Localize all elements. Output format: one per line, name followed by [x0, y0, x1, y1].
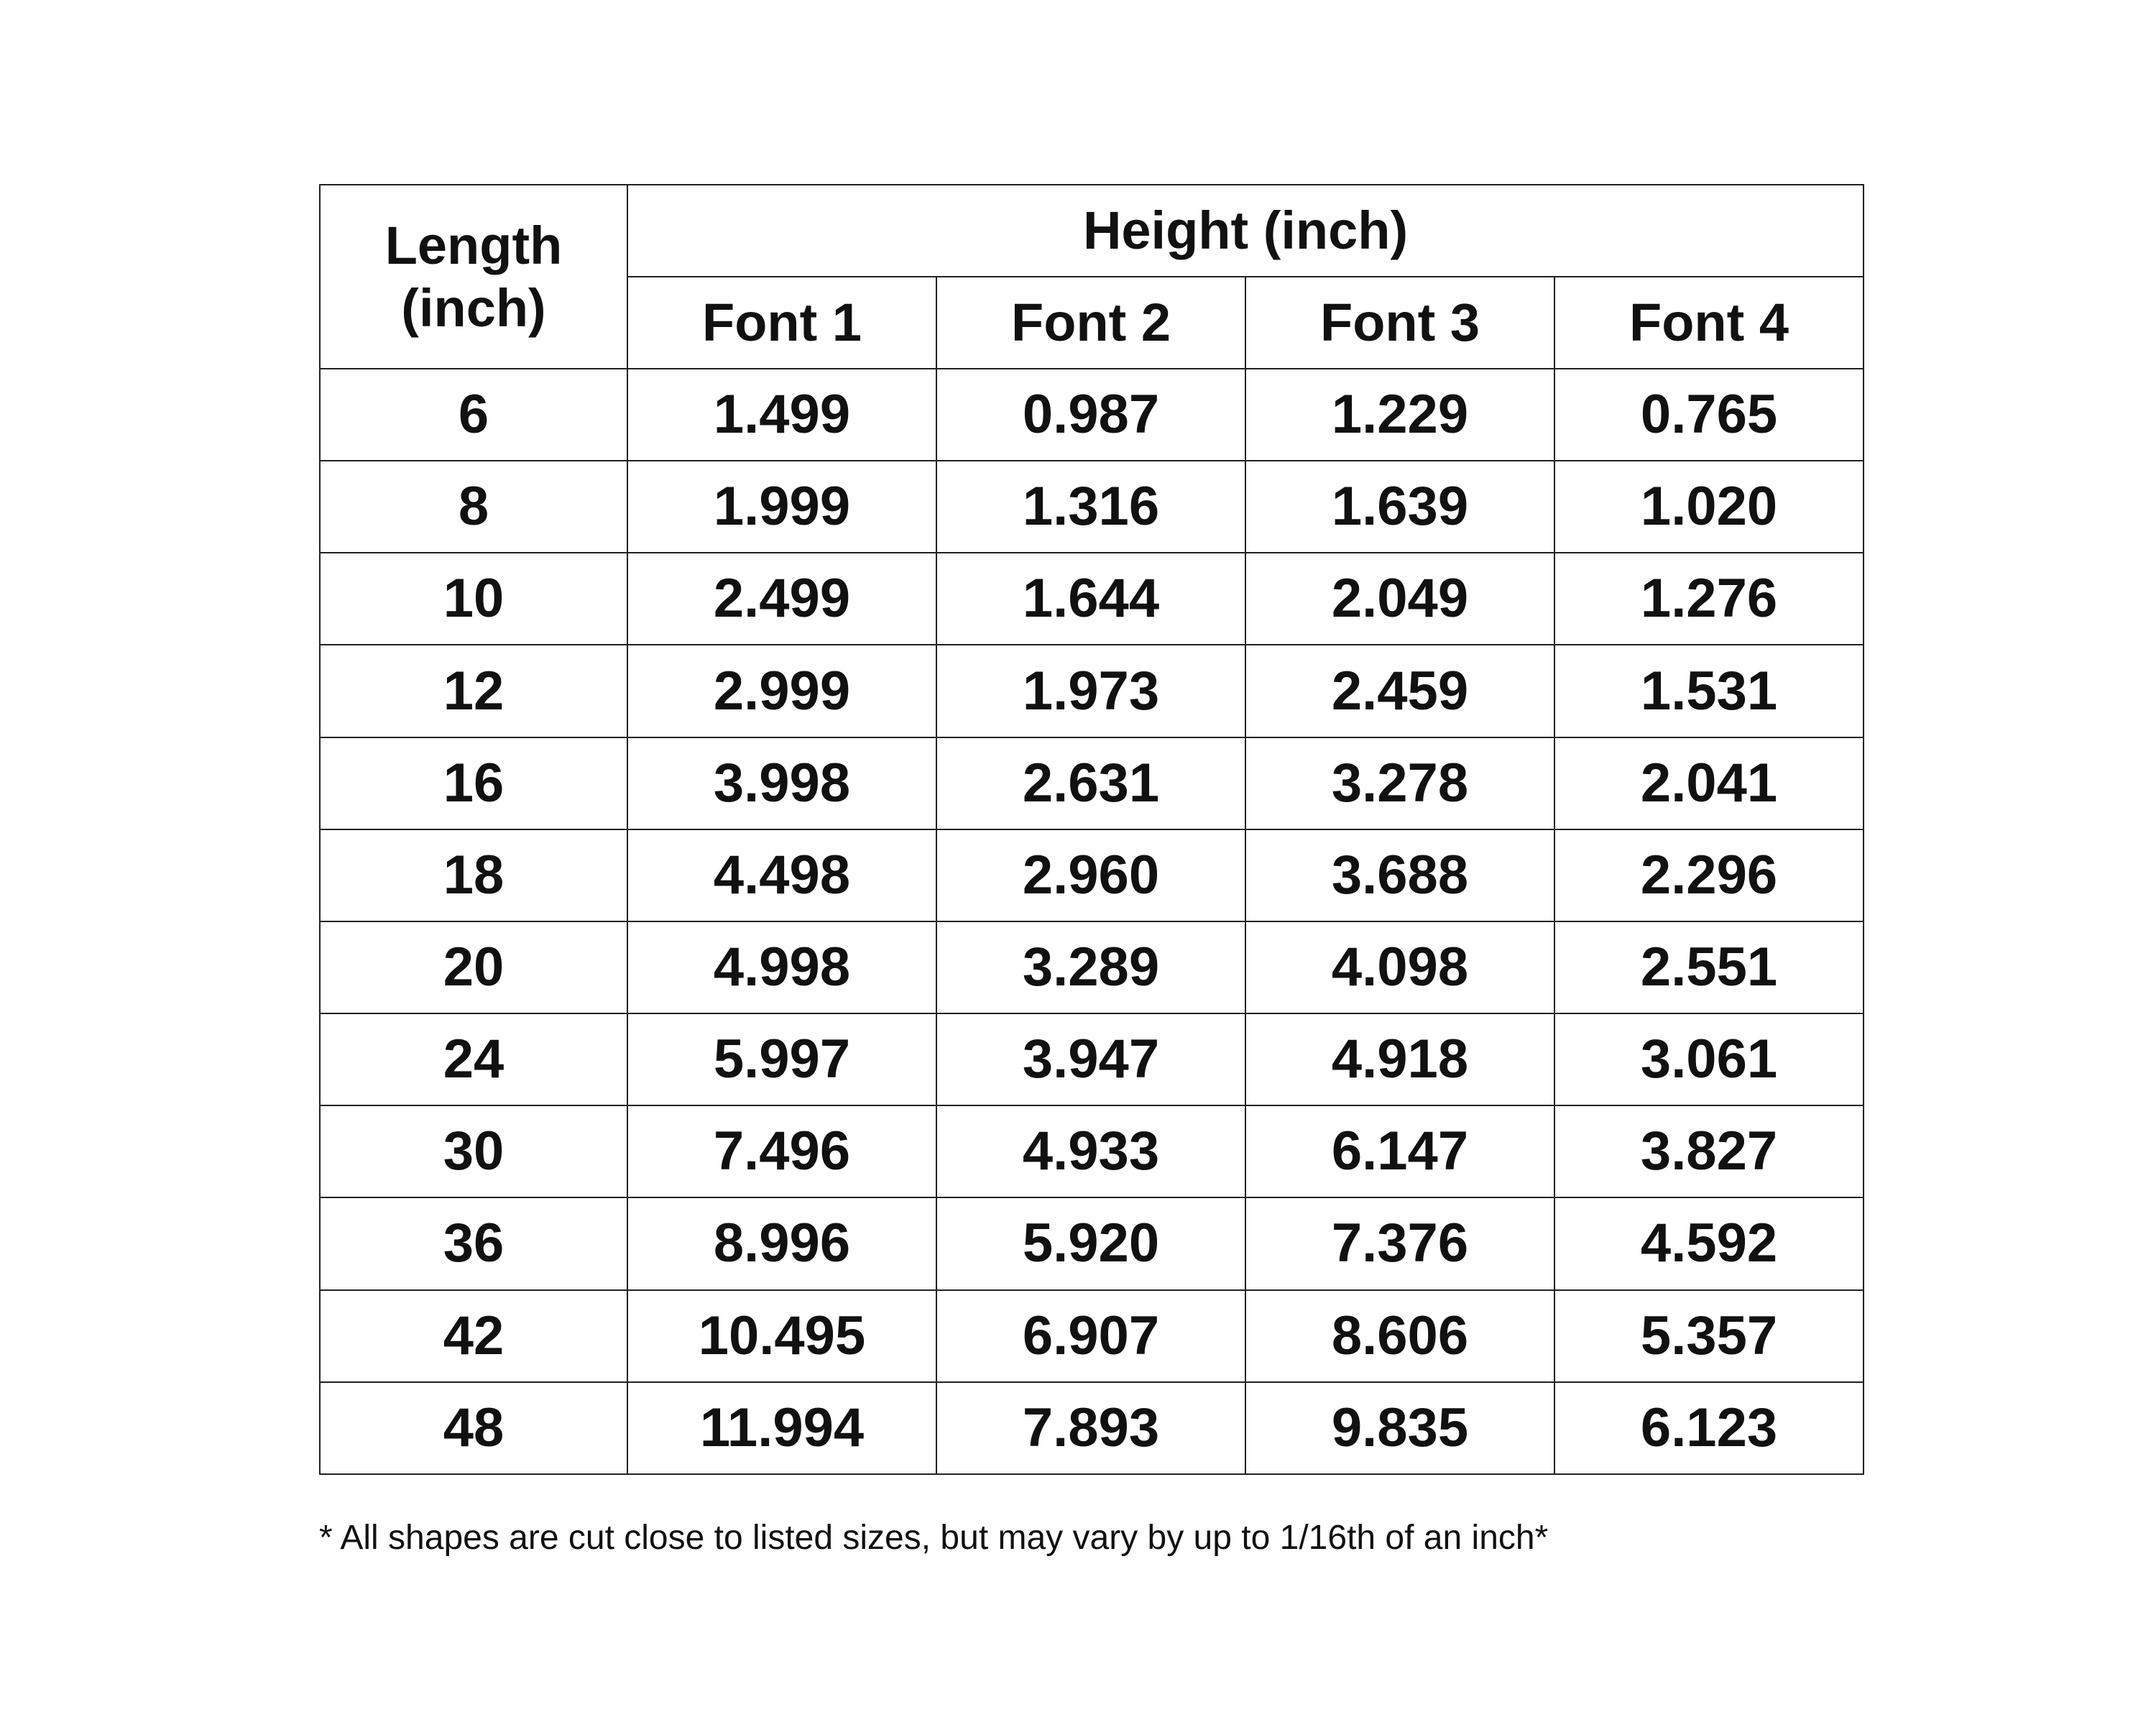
height-cell-font-4: 1.276	[1554, 553, 1864, 645]
height-cell-font-2: 3.289	[936, 921, 1245, 1013]
length-cell: 48	[320, 1382, 627, 1474]
height-cell-font-1: 8.996	[627, 1197, 936, 1289]
height-cell-font-3: 4.918	[1245, 1013, 1554, 1105]
height-cell-font-1: 1.999	[627, 461, 936, 553]
height-cell-font-2: 1.973	[936, 645, 1245, 737]
table-row	[320, 1197, 1864, 1289]
height-cell-font-4: 3.061	[1554, 1013, 1864, 1105]
length-cell: 18	[320, 829, 627, 921]
height-cell-font-3: 7.376	[1245, 1197, 1554, 1289]
table-row	[320, 645, 1864, 737]
height-cell-font-3: 3.278	[1245, 737, 1554, 829]
length-cell: 16	[320, 737, 627, 829]
length-cell: 10	[320, 553, 627, 645]
height-cell-font-2: 4.933	[936, 1105, 1245, 1197]
font-2-header: Font 2	[936, 277, 1245, 369]
height-cell-font-2: 5.920	[936, 1197, 1245, 1289]
height-cell-font-4: 1.020	[1554, 461, 1864, 553]
table-row	[320, 1382, 1864, 1474]
height-cell-font-1: 3.998	[627, 737, 936, 829]
height-cell-font-3: 9.835	[1245, 1382, 1554, 1474]
height-cell-font-2: 1.644	[936, 553, 1245, 645]
table-row	[320, 921, 1864, 1013]
table-row	[320, 1290, 1864, 1382]
length-header-line-1: Length	[384, 215, 563, 275]
height-cell-font-1: 1.499	[627, 369, 936, 461]
height-cell-font-1: 2.999	[627, 645, 936, 737]
table-row	[320, 1013, 1864, 1105]
table-row	[320, 737, 1864, 829]
height-cell-font-2: 0.987	[936, 369, 1245, 461]
table-row	[320, 553, 1864, 645]
height-cell-font-4: 4.592	[1554, 1197, 1864, 1289]
height-cell-font-2: 1.316	[936, 461, 1245, 553]
font-1-header: Font 1	[627, 277, 936, 369]
height-cell-font-2: 3.947	[936, 1013, 1245, 1105]
length-cell: 12	[320, 645, 627, 737]
length-cell: 24	[320, 1013, 627, 1105]
height-cell-font-4: 5.357	[1554, 1290, 1864, 1382]
font-4-header: Font 4	[1554, 277, 1864, 369]
height-cell-font-1: 4.998	[627, 921, 936, 1013]
height-cell-font-2: 2.960	[936, 829, 1245, 921]
height-cell-font-3: 1.639	[1245, 461, 1554, 553]
length-cell: 8	[320, 461, 627, 553]
height-cell-font-1: 7.496	[627, 1105, 936, 1197]
height-cell-font-4: 1.531	[1554, 645, 1864, 737]
height-cell-font-3: 2.459	[1245, 645, 1554, 737]
length-cell: 30	[320, 1105, 627, 1197]
height-cell-font-4: 3.827	[1554, 1105, 1864, 1197]
height-cell-font-3: 8.606	[1245, 1290, 1554, 1382]
height-cell-font-2: 7.893	[936, 1382, 1245, 1474]
height-header: Height (inch)	[627, 185, 1864, 277]
height-cell-font-4: 0.765	[1554, 369, 1864, 461]
size-chart-table	[319, 184, 1864, 1475]
height-cell-font-4: 2.551	[1554, 921, 1864, 1013]
height-cell-font-3: 1.229	[1245, 369, 1554, 461]
height-cell-font-1: 4.498	[627, 829, 936, 921]
height-cell-font-4: 2.041	[1554, 737, 1864, 829]
length-cell: 20	[320, 921, 627, 1013]
table-row	[320, 1105, 1864, 1197]
height-cell-font-4: 2.296	[1554, 829, 1864, 921]
height-cell-font-3: 2.049	[1245, 553, 1554, 645]
table-row	[320, 461, 1864, 553]
font-3-header: Font 3	[1245, 277, 1554, 369]
length-header-line-2: (inch)	[401, 278, 546, 338]
height-cell-font-2: 6.907	[936, 1290, 1245, 1382]
height-cell-font-3: 6.147	[1245, 1105, 1554, 1197]
height-cell-font-1: 2.499	[627, 553, 936, 645]
length-cell: 42	[320, 1290, 627, 1382]
table-row	[320, 829, 1864, 921]
height-cell-font-4: 6.123	[1554, 1382, 1864, 1474]
length-cell: 36	[320, 1197, 627, 1289]
table-row	[320, 369, 1864, 461]
height-cell-font-1: 5.997	[627, 1013, 936, 1105]
table-body	[320, 369, 1864, 1474]
height-cell-font-3: 3.688	[1245, 829, 1554, 921]
height-cell-font-1: 10.495	[627, 1290, 936, 1382]
height-cell-font-3: 4.098	[1245, 921, 1554, 1013]
length-cell: 6	[320, 369, 627, 461]
footnote: * All shapes are cut close to listed sizes, but may vary by up to 1/16th of an inch*	[319, 1519, 1549, 1557]
length-header	[320, 185, 627, 369]
height-cell-font-2: 2.631	[936, 737, 1245, 829]
height-cell-font-1: 11.994	[627, 1382, 936, 1474]
